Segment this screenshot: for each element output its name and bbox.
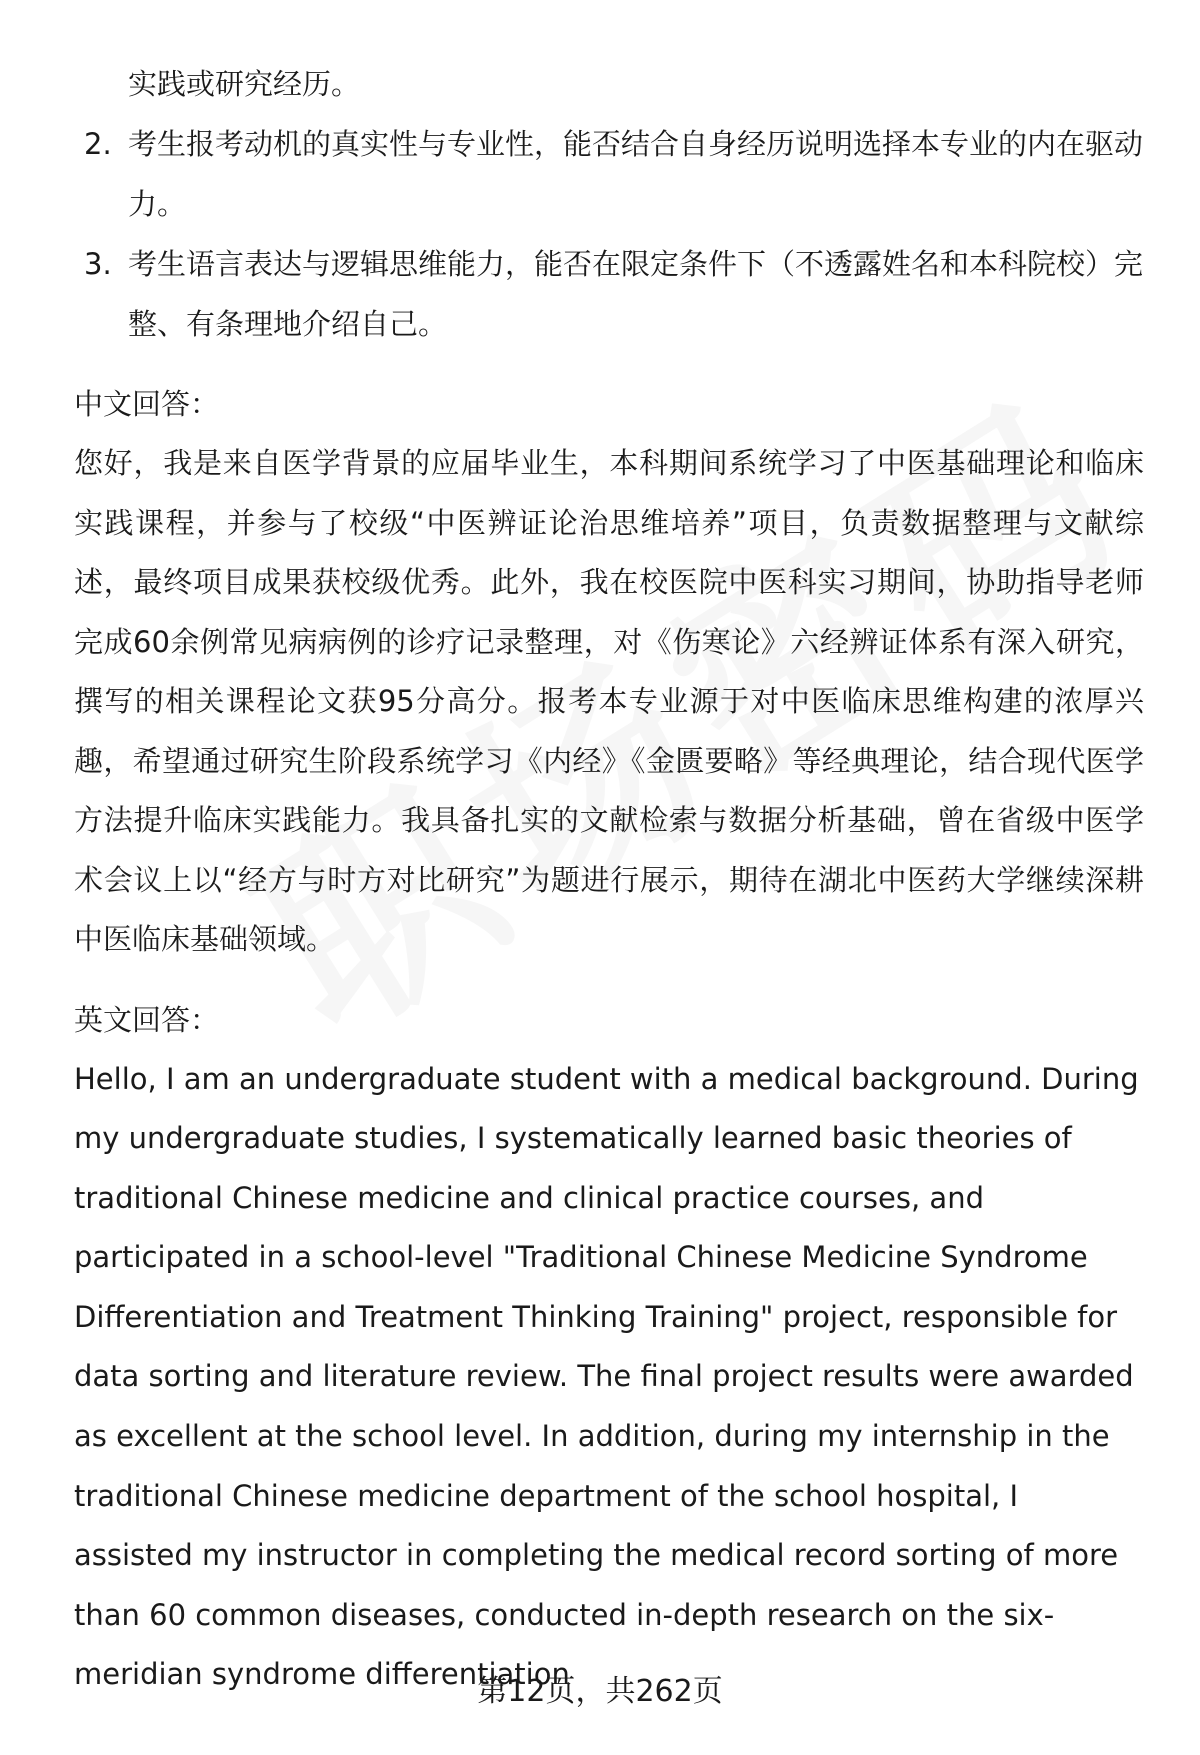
list-item-number: 2. bbox=[84, 127, 112, 161]
list-item-continuation: 实践或研究经历。 bbox=[128, 67, 361, 101]
list-item-number: 3. bbox=[84, 247, 112, 281]
chinese-answer-title: 中文回答： bbox=[74, 387, 220, 421]
document-page bbox=[74, 54, 1144, 1705]
chinese-answer-body: 您好，我是来自医学背景的应届毕业生，本科期间系统学习了中医基础理论和临床实践课程，并参与了校级“中医辨证论治思维培养”项目，负责数据整理与文献综述，最终项目成果获校级优秀。此外，我在校医院中医科实习期间，协助指导老师完成60余例常见病病例的诊疗记录整理，对《伤寒论》六经辨证体系有深入研究，撰写的相关课程论文获95分高分。报考本专业源于对中医临床思维构建的浓厚兴趣，希望通过研究生阶段系统学习《内经》《金匮要略》等经典理论，结合现代医学方法提升临床实践能力。我具备扎实的文献检索与数据分析基础，曾在省级中医学术会议上以“经方与时方对比研究”为题进行展示，期待在湖北中医药大学继续深耕中医临床基础领域。 bbox=[74, 446, 1144, 956]
english-answer-title: 英文回答： bbox=[74, 1002, 220, 1037]
list-item-text: 考生报考动机的真实性与专业性，能否结合自身经历说明选择本专业的内在驱动力。 bbox=[128, 127, 1144, 221]
list-item-text: 考生语言表达与逻辑思维能力，能否在限定条件下（不透露姓名和本科院校）完整、有条理地介绍自己。 bbox=[128, 247, 1144, 341]
list-item bbox=[74, 234, 1144, 354]
list-item bbox=[74, 114, 1144, 234]
english-answer-body: Hello, I am an undergraduate student with a medical background. During my undergraduate studies, I systematically learned basic theories of traditional Chinese medicine and clinical practice courses, and participated in a school-level "Traditional Chinese Medicine Syndrome Differentiation and Treatment Thinking Training" project, responsible for data sorting and literature review. The final project results were awarded as excellent at the school level. In addition, during my internship in the traditional Chinese medicine department of the school hospital, I assisted my instructor in completing the medical record sorting of more than 60 common diseases, conducted in-depth research on the six-meridian syndrome differentiation bbox=[74, 1061, 1139, 1692]
page-number-footer: 第12页，共262页 bbox=[477, 1674, 723, 1709]
evaluation-criteria-list bbox=[74, 54, 1144, 354]
